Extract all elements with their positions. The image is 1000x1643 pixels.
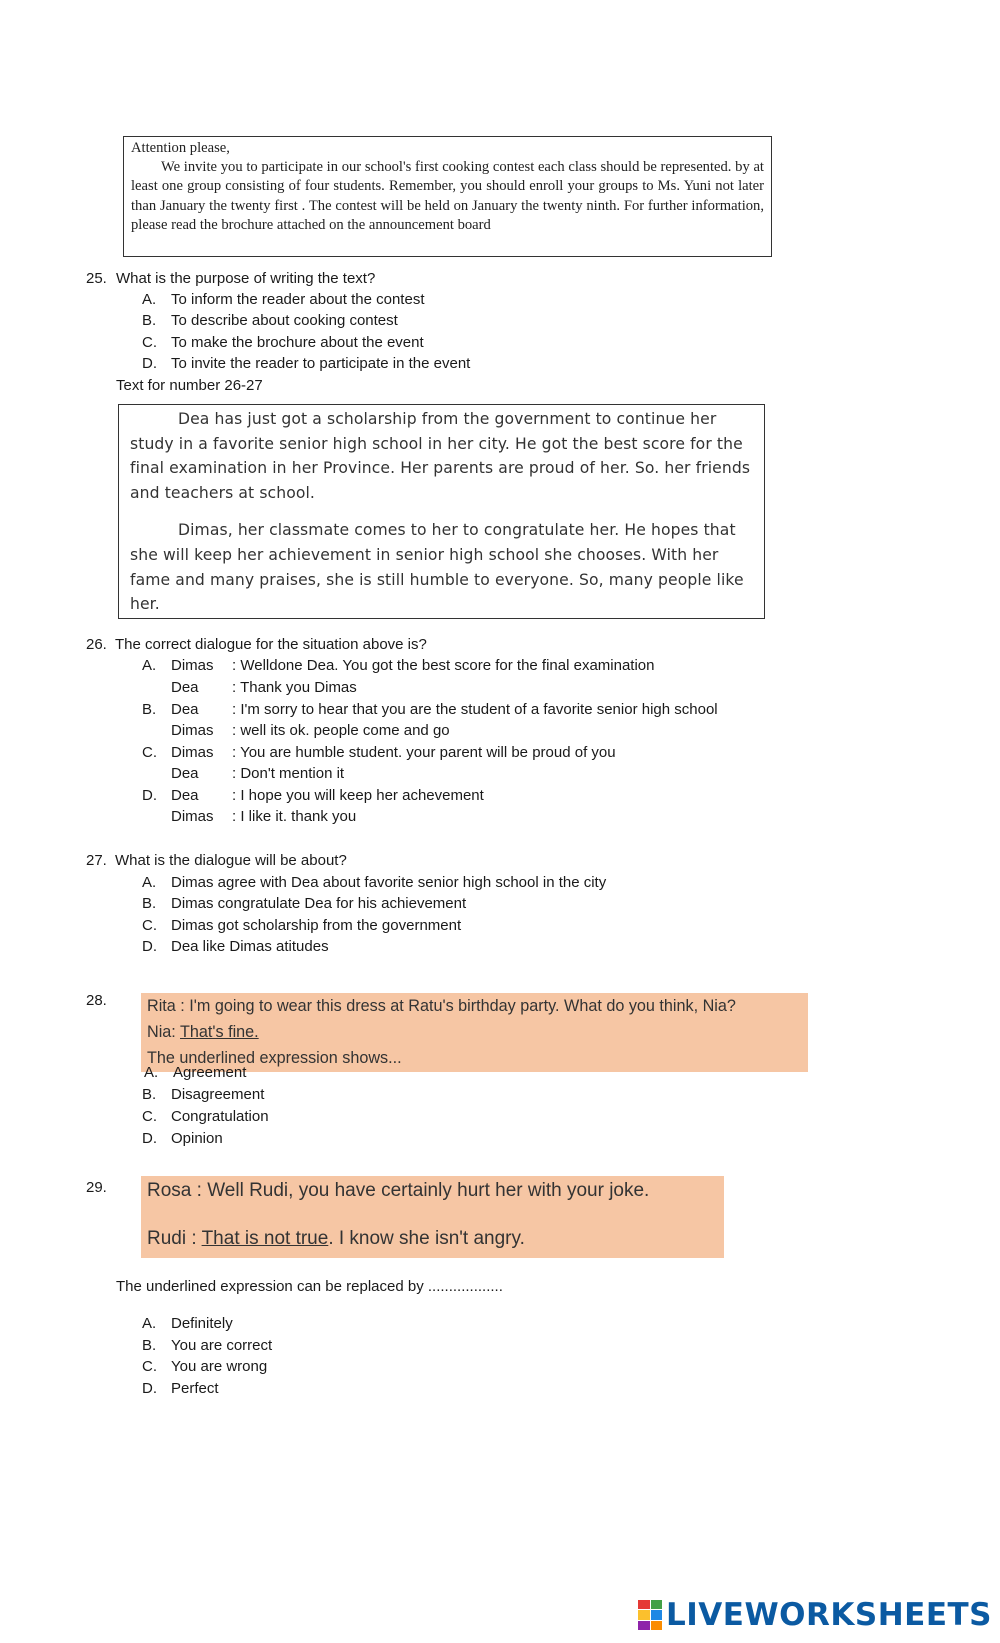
q26-option-b-line-2[interactable]: : well its ok. people come and go xyxy=(232,722,450,739)
q28-line-2 xyxy=(147,1019,802,1045)
q25-option-b[interactable]: To describe about cooking contest xyxy=(171,312,398,329)
liveworksheets-logo-text: LIVEWORKSHEETS xyxy=(666,1597,992,1633)
q26-option-d-line-1[interactable]: : I hope you will keep her achevement xyxy=(232,787,484,804)
q26-option-d-speaker-2: Dimas xyxy=(171,808,214,825)
q28-option-b-letter: B. xyxy=(142,1086,157,1103)
q27-option-c[interactable]: Dimas got scholarship from the government xyxy=(171,917,462,934)
story-paragraph-1: Dea has just got a scholarship from the government to continue her study in a favorite senior high school in her city. He got the best score for the final examination in her Province. Her parents are proud of her. So. her friends and teachers at school. xyxy=(130,410,751,502)
q26-option-d-speaker-1: Dea xyxy=(171,787,199,804)
q28-option-a[interactable]: Agreement xyxy=(173,1064,247,1081)
q29-speaker-rudi: Rudi : xyxy=(147,1228,202,1249)
q26-option-c-letter: C. xyxy=(142,744,157,761)
q26-option-b-line-1[interactable]: : I'm sorry to hear that you are the student of a favorite senior high school xyxy=(232,701,718,718)
q29-underlined-expression: That is not true xyxy=(201,1228,329,1249)
q29-option-b-letter: B. xyxy=(142,1337,157,1354)
announcement-box xyxy=(123,136,772,257)
q25-option-a[interactable]: To inform the reader about the contest xyxy=(171,291,425,308)
q28-line-1: Rita : I'm going to wear this dress at Ratu's birthday party. What do you think, Nia? xyxy=(147,997,736,1015)
q28-number: 28. xyxy=(86,992,107,1009)
q26-option-c-speaker-1: Dimas xyxy=(171,744,214,761)
q26-option-d-line-2[interactable]: : I like it. thank you xyxy=(232,808,357,825)
q29-line-1: Rosa : Well Rudi, you have certainly hurt her with your joke. xyxy=(147,1180,650,1201)
q26-option-c-line-2[interactable]: : Don't mention it xyxy=(232,765,345,782)
q29-line-2 xyxy=(147,1228,525,1250)
q26-option-b-speaker-2: Dimas xyxy=(171,722,214,739)
q26-option-c-line-1[interactable]: : You are humble student. your parent will be proud of you xyxy=(232,744,616,761)
q29-dialogue-box xyxy=(141,1176,724,1258)
q26-option-a-speaker-1: Dimas xyxy=(171,657,214,674)
q29-option-c-letter: C. xyxy=(142,1358,157,1375)
q25-option-d[interactable]: To invite the reader to participate in the event xyxy=(171,355,471,372)
q25-option-a-letter: A. xyxy=(142,291,157,308)
q26-option-c-speaker-2: Dea xyxy=(171,765,199,782)
q28-option-b[interactable]: Disagreement xyxy=(171,1086,265,1103)
q28-option-c-letter: C. xyxy=(142,1108,157,1125)
q26-option-b-speaker-1: Dea xyxy=(171,701,199,718)
q26-question: The correct dialogue for the situation above is? xyxy=(115,636,427,653)
q29-option-a[interactable]: Definitely xyxy=(171,1315,233,1332)
q27-question: What is the dialogue will be about? xyxy=(115,852,347,869)
q29-number: 29. xyxy=(86,1179,107,1196)
text-for-label: Text for number 26-27 xyxy=(116,377,263,394)
q27-option-c-letter: C. xyxy=(142,917,157,934)
q25-option-c-letter: C. xyxy=(142,334,157,351)
q27-option-a[interactable]: Dimas agree with Dea about favorite senior high school in the city xyxy=(171,874,607,891)
q27-option-a-letter: A. xyxy=(142,874,157,891)
q27-number: 27. xyxy=(86,852,107,869)
q25-option-d-letter: D. xyxy=(142,355,157,372)
q27-option-d-letter: D. xyxy=(142,938,157,955)
q29-option-b[interactable]: You are correct xyxy=(171,1337,273,1354)
q29-option-d[interactable]: Perfect xyxy=(171,1380,219,1397)
q26-option-a-line-1[interactable]: : Welldone Dea. You got the best score for the final examination xyxy=(232,657,655,674)
q26-option-a-speaker-2: Dea xyxy=(171,679,199,696)
q29-option-a-letter: A. xyxy=(142,1315,157,1332)
q28-dialogue-box xyxy=(141,993,808,1072)
story-box xyxy=(118,404,765,619)
story-paragraph-2: Dimas, her classmate comes to her to congratulate her. He hopes that she will keep her achievement in senior high school she chooses. With her fame and many praises, she is still humble to everyone. So, many people like her. xyxy=(130,521,744,614)
q26-number: 26. xyxy=(86,636,107,653)
q29-option-d-letter: D. xyxy=(142,1380,157,1397)
q28-option-c[interactable]: Congratulation xyxy=(171,1108,269,1125)
liveworksheets-logo[interactable] xyxy=(638,1595,992,1635)
liveworksheets-icon xyxy=(638,1600,662,1630)
q28-line-3: The underlined expression shows... xyxy=(147,1049,402,1067)
q25-number: 25. xyxy=(86,270,107,287)
q28-option-a-letter: A. xyxy=(144,1064,159,1081)
q28-option-d[interactable]: Opinion xyxy=(171,1130,223,1147)
q25-question: What is the purpose of writing the text? xyxy=(116,270,376,287)
q26-option-a-letter: A. xyxy=(142,657,157,674)
q28-option-d-letter: D. xyxy=(142,1130,157,1147)
q26-option-d-letter: D. xyxy=(142,787,157,804)
announcement-heading: Attention please, xyxy=(131,140,230,156)
q27-option-b-letter: B. xyxy=(142,895,157,912)
q28-speaker-nia: Nia: xyxy=(147,1023,180,1041)
q27-option-b[interactable]: Dimas congratulate Dea for his achievement xyxy=(171,895,467,912)
q25-option-c[interactable]: To make the brochure about the event xyxy=(171,334,424,351)
announcement-body: We invite you to participate in our school's first cooking contest each class should be represented. by at least one group consisting of four students. Remember, you should enroll your groups to Ms. Yuni not later than January the twenty first . The contest will be held on January the twenty ninth. For further information, please read the brochure attached on the announcement board xyxy=(131,159,764,233)
q26-option-b-letter: B. xyxy=(142,701,157,718)
q25-option-b-letter: B. xyxy=(142,312,157,329)
q27-option-d[interactable]: Dea like Dimas atitudes xyxy=(171,938,329,955)
q29-line-2-rest: . I know she isn't angry. xyxy=(328,1228,525,1249)
q28-underlined-expression: That's fine. xyxy=(180,1023,259,1041)
q26-option-a-line-2[interactable]: : Thank you Dimas xyxy=(232,679,357,696)
q29-question: The underlined expression can be replaced by .................. xyxy=(116,1278,503,1295)
q29-option-c[interactable]: You are wrong xyxy=(171,1358,268,1375)
